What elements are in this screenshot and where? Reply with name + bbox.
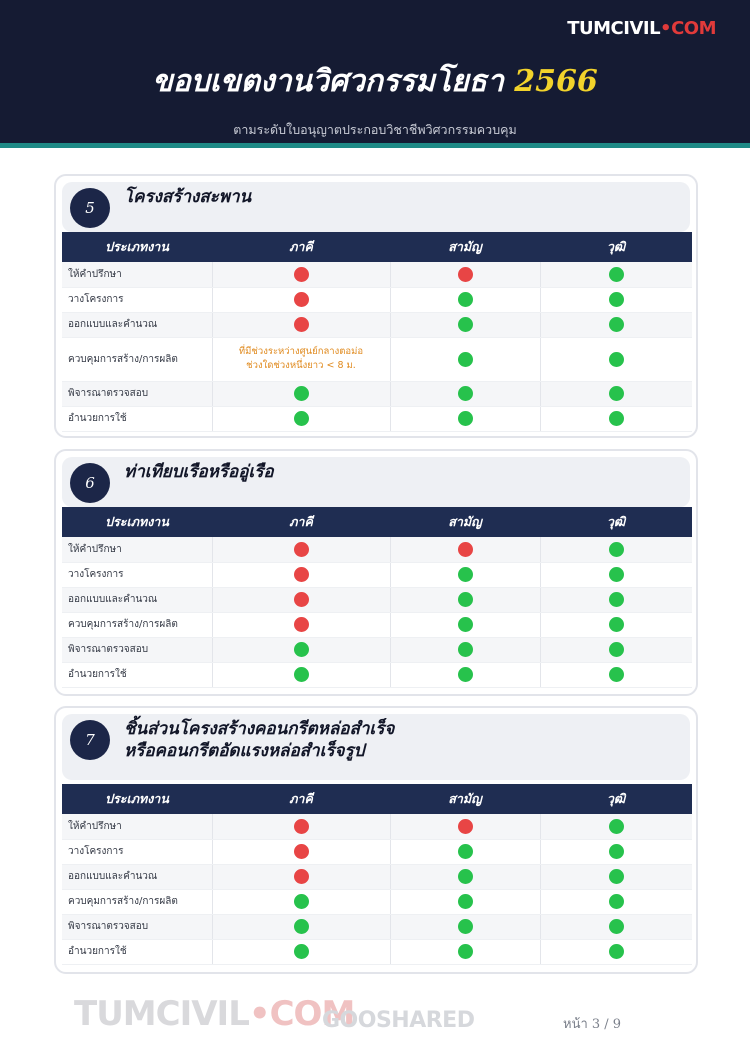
scope-table	[62, 232, 692, 432]
allowed-status-icon	[609, 542, 624, 557]
column-header-license: สามัญ	[390, 784, 540, 814]
footer-brand-name: TUMCIVIL	[74, 994, 249, 1034]
row-label: พิจารณาตรวจสอบ	[62, 381, 212, 406]
page-header	[0, 0, 750, 146]
row-label: อำนวยการใช้	[62, 406, 212, 431]
row-label: ให้คำปรึกษา	[62, 537, 212, 562]
allowed-status-icon	[609, 617, 624, 632]
status-cell	[390, 312, 540, 337]
status-cell	[390, 637, 540, 662]
status-cell	[540, 939, 692, 964]
allowed-status-icon	[458, 292, 473, 307]
table-header-row	[62, 784, 692, 814]
not-allowed-status-icon	[294, 844, 309, 859]
allowed-status-icon	[609, 592, 624, 607]
table-row	[62, 814, 692, 839]
allowed-status-icon	[458, 567, 473, 582]
status-cell	[540, 562, 692, 587]
section-number: 7	[70, 720, 110, 760]
column-header-worktype: ประเภทงาน	[62, 784, 212, 814]
status-cell	[212, 662, 390, 687]
column-header-license: วุฒิ	[540, 784, 692, 814]
status-cell	[212, 889, 390, 914]
title-text: ขอบเขตงานวิศวกรรมโยธา	[152, 64, 504, 99]
table-row	[62, 337, 692, 381]
row-label: พิจารณาตรวจสอบ	[62, 637, 212, 662]
status-cell	[540, 814, 692, 839]
column-header-license: วุฒิ	[540, 232, 692, 262]
status-cell	[540, 864, 692, 889]
row-label: อำนวยการใช้	[62, 662, 212, 687]
status-cell	[390, 537, 540, 562]
allowed-status-icon	[458, 386, 473, 401]
status-cell	[540, 914, 692, 939]
status-cell	[540, 287, 692, 312]
page-number: หน้า 3 / 9	[563, 1017, 622, 1032]
section-title-line: ชิ้นส่วนโครงสร้างคอนกรีตหล่อสำเร็จ	[124, 719, 395, 739]
row-label: อำนวยการใช้	[62, 939, 212, 964]
status-cell	[212, 537, 390, 562]
status-cell	[540, 839, 692, 864]
section-header	[62, 457, 690, 507]
table-row	[62, 381, 692, 406]
not-allowed-status-icon	[294, 617, 309, 632]
status-cell	[212, 637, 390, 662]
brand-dot: •	[660, 18, 672, 39]
row-label: วางโครงการ	[62, 839, 212, 864]
section-header	[62, 182, 690, 232]
not-allowed-status-icon	[458, 819, 473, 834]
table-row	[62, 612, 692, 637]
table-row	[62, 939, 692, 964]
not-allowed-status-icon	[294, 542, 309, 557]
row-label: ให้คำปรึกษา	[62, 262, 212, 287]
footer-brand-dot: •	[248, 994, 270, 1034]
section-title	[124, 718, 394, 762]
not-allowed-status-icon	[458, 542, 473, 557]
brand-com: COM	[671, 18, 716, 39]
allowed-status-icon	[609, 667, 624, 682]
table-header-row	[62, 232, 692, 262]
allowed-status-icon	[294, 411, 309, 426]
table-row	[62, 262, 692, 287]
allowed-status-icon	[609, 386, 624, 401]
allowed-status-icon	[458, 411, 473, 426]
status-cell	[540, 312, 692, 337]
status-cell	[390, 287, 540, 312]
status-cell	[212, 337, 390, 381]
status-cell	[212, 381, 390, 406]
status-cell	[390, 889, 540, 914]
section-header	[62, 714, 690, 780]
section-title	[124, 461, 274, 483]
status-cell	[540, 662, 692, 687]
brand-logo	[567, 18, 716, 39]
table-row	[62, 637, 692, 662]
table-row	[62, 914, 692, 939]
status-cell	[540, 381, 692, 406]
allowed-status-icon	[458, 869, 473, 884]
not-allowed-status-icon	[294, 869, 309, 884]
status-cell	[390, 587, 540, 612]
section-bridge	[54, 174, 698, 438]
allowed-status-icon	[609, 567, 624, 582]
column-header-worktype: ประเภทงาน	[62, 507, 212, 537]
row-label: พิจารณาตรวจสอบ	[62, 914, 212, 939]
scope-table	[62, 507, 692, 688]
allowed-status-icon	[609, 317, 624, 332]
page-subtitle: ตามระดับใบอนุญาตประกอบวิชาชีพวิศวกรรมควบคุม	[233, 122, 517, 137]
allowed-status-icon	[458, 642, 473, 657]
row-label: ออกแบบและคำนวณ	[62, 312, 212, 337]
not-allowed-status-icon	[294, 317, 309, 332]
condition-note-line: ที่มีช่วงระหว่างศูนย์กลางตอม่อ	[238, 346, 364, 357]
not-allowed-status-icon	[294, 592, 309, 607]
allowed-status-icon	[609, 267, 624, 282]
allowed-status-icon	[609, 894, 624, 909]
status-cell	[390, 562, 540, 587]
status-cell	[212, 939, 390, 964]
allowed-status-icon	[458, 592, 473, 607]
allowed-status-icon	[609, 352, 624, 367]
row-label: ควบคุมการสร้าง/การผลิต	[62, 612, 212, 637]
section-number: 5	[70, 188, 110, 228]
header-accent-band	[0, 143, 750, 148]
table-row	[62, 406, 692, 431]
section-title-line: ท่าเทียบเรือหรืออู่เรือ	[124, 462, 274, 482]
allowed-status-icon	[294, 386, 309, 401]
table-row	[62, 889, 692, 914]
row-label: วางโครงการ	[62, 562, 212, 587]
status-cell	[390, 662, 540, 687]
status-cell	[212, 287, 390, 312]
section-title-line: โครงสร้างสะพาน	[124, 187, 252, 207]
row-label: ควบคุมการสร้าง/การผลิต	[62, 337, 212, 381]
allowed-status-icon	[294, 894, 309, 909]
column-header-license: วุฒิ	[540, 507, 692, 537]
not-allowed-status-icon	[294, 567, 309, 582]
allowed-status-icon	[294, 919, 309, 934]
status-cell	[540, 587, 692, 612]
column-header-license: ภาคี	[212, 784, 390, 814]
status-cell	[212, 839, 390, 864]
column-header-license: สามัญ	[390, 232, 540, 262]
not-allowed-status-icon	[294, 292, 309, 307]
row-label: ออกแบบและคำนวณ	[62, 864, 212, 889]
allowed-status-icon	[609, 411, 624, 426]
status-cell	[540, 262, 692, 287]
status-cell	[540, 406, 692, 431]
footer-brand-logo	[74, 994, 354, 1034]
scope-table	[62, 784, 692, 965]
allowed-status-icon	[458, 352, 473, 367]
section-title-line: หรือคอนกรีตอัดแรงหล่อสำเร็จรูป	[124, 741, 365, 761]
column-header-worktype: ประเภทงาน	[62, 232, 212, 262]
row-label: ควบคุมการสร้าง/การผลิต	[62, 889, 212, 914]
status-cell	[390, 814, 540, 839]
status-cell	[540, 612, 692, 637]
footer-brand-com: COM	[269, 994, 355, 1034]
status-cell	[212, 864, 390, 889]
allowed-status-icon	[609, 919, 624, 934]
status-cell	[212, 587, 390, 612]
status-cell	[212, 262, 390, 287]
allowed-status-icon	[458, 944, 473, 959]
column-header-license: ภาคี	[212, 507, 390, 537]
table-row	[62, 562, 692, 587]
status-cell	[212, 814, 390, 839]
row-label: ออกแบบและคำนวณ	[62, 587, 212, 612]
status-cell	[390, 864, 540, 889]
allowed-status-icon	[609, 292, 624, 307]
section-number: 6	[70, 463, 110, 503]
table-row	[62, 864, 692, 889]
allowed-status-icon	[609, 642, 624, 657]
status-cell	[212, 914, 390, 939]
table-header-row	[62, 507, 692, 537]
status-cell	[390, 381, 540, 406]
allowed-status-icon	[458, 317, 473, 332]
section-precast	[54, 706, 698, 974]
status-cell	[390, 939, 540, 964]
status-cell	[390, 406, 540, 431]
table-row	[62, 287, 692, 312]
table-row	[62, 537, 692, 562]
condition-note-line: ช่วงใดช่วงหนึ่งยาว < 8 ม.	[246, 360, 356, 371]
allowed-status-icon	[458, 667, 473, 682]
allowed-status-icon	[294, 642, 309, 657]
allowed-status-icon	[609, 844, 624, 859]
status-cell	[540, 889, 692, 914]
status-cell	[212, 612, 390, 637]
table-row	[62, 662, 692, 687]
allowed-status-icon	[458, 919, 473, 934]
column-header-license: สามัญ	[390, 507, 540, 537]
table-row	[62, 312, 692, 337]
status-cell	[540, 637, 692, 662]
status-cell	[212, 406, 390, 431]
title-year: 2566	[514, 64, 598, 99]
status-cell	[540, 537, 692, 562]
row-label: วางโครงการ	[62, 287, 212, 312]
status-cell	[390, 839, 540, 864]
not-allowed-status-icon	[458, 267, 473, 282]
condition-note	[239, 345, 363, 373]
status-cell	[390, 914, 540, 939]
status-cell	[212, 312, 390, 337]
allowed-status-icon	[294, 944, 309, 959]
allowed-status-icon	[458, 894, 473, 909]
column-header-license: ภาคี	[212, 232, 390, 262]
section-title	[124, 186, 251, 208]
status-cell	[390, 262, 540, 287]
watermark-logo: GOOSHARED	[322, 1008, 475, 1033]
allowed-status-icon	[609, 819, 624, 834]
not-allowed-status-icon	[294, 267, 309, 282]
allowed-status-icon	[458, 844, 473, 859]
status-cell	[390, 612, 540, 637]
row-label: ให้คำปรึกษา	[62, 814, 212, 839]
allowed-status-icon	[609, 944, 624, 959]
not-allowed-status-icon	[294, 819, 309, 834]
section-pier	[54, 449, 698, 696]
table-row	[62, 587, 692, 612]
page-title	[0, 58, 750, 105]
allowed-status-icon	[458, 617, 473, 632]
table-row	[62, 839, 692, 864]
allowed-status-icon	[294, 667, 309, 682]
allowed-status-icon	[609, 869, 624, 884]
status-cell	[390, 337, 540, 381]
status-cell	[540, 337, 692, 381]
status-cell	[212, 562, 390, 587]
brand-name: TUMCIVIL	[567, 18, 661, 39]
